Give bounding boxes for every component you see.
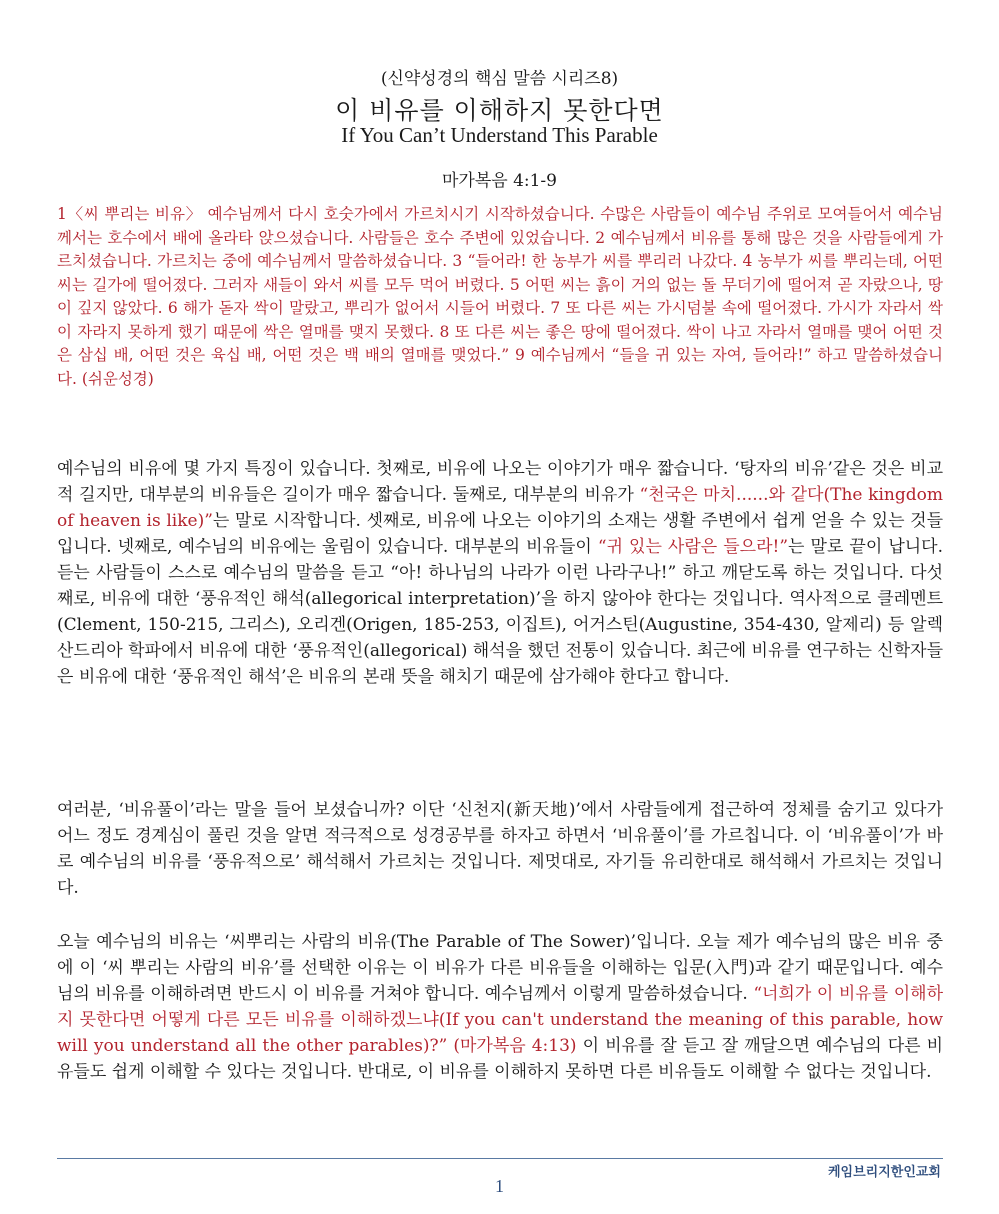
paragraph-interpretation: 여러분, ‘비유풀이’라는 말을 들어 보셨습니까? 이단 ‘신천지(新天地)’에서 사람들에게 접근하여 정체를 숨기고 있다가 어느 정도 경계심이 풀린 것을 알면 적극적으로 성경공부를 하자고 하면서 ‘비유풀이’를 가르칩니다. 이 ‘비유풀이’가 바로 예수님의 비유를 ‘풍유적으로’ 해석해서 가르치는 것입니다. 제멋대로, 자기들 유리한대로 해석해서 가르치는 것입니다. bbox=[57, 800, 943, 898]
scripture-passage: 1〈씨 뿌리는 비유〉 예수님께서 다시 호숫가에서 가르치시기 시작하셨습니다. 수많은 사람들이 예수님 주위로 모여들어서 예수님께서는 호수에서 배에 올라타 앉으셨습니다. 사람들은 호수 주변에 있었습니다. 2 예수님께서 비유를 통해 많은 것을 사람들에게 가르치셨습니다. 가르치는 중에 예수님께서 말씀하셨습니다. 3 “들어라! 한 농부가 씨를 뿌리러 나갔다. 4 농부가 씨를 뿌리는데, 어떤 씨는 길가에 떨어졌다. 그러자 새들이 와서 씨를 모두 먹어 버렸다. 5 어떤 씨는 흙이 거의 없는 돌 무더기에 떨어져 곧 자랐으나, 땅이 깊지 않았다. 6 해가 돋자 싹이 말랐고, 뿌리가 없어서 시들어 버렸다. 7 또 다른 씨는 가시덤불 속에 떨어졌다. 가시가 자라서 싹이 자라지 못하게 했기 때문에 싹은 열매를 맺지 못했다. 8 또 다른 씨는 좋은 땅에 떨어졌다. 싹이 나고 자라서 열매를 맺어 어떤 것은 삼십 배, 어떤 것은 육십 배, 어떤 것은 백 배의 열매를 맺었다.” 9 예수님께서 “들을 귀 있는 자여, 들어라!” 하고 말씀하셨습니다. (쉬운성경) bbox=[57, 205, 943, 388]
scripture-reference: 마가복음 4:1-9 bbox=[441, 171, 557, 191]
highlight-quote: “너희가 이 비유를 이해하지 못한다면 어떻게 다른 모든 비유를 이해하겠느냐(If you can't understand the meaning of this parable, how will you understand all the other parables)?” (마가복음 4:13) bbox=[57, 984, 943, 1056]
paragraph-sower bbox=[57, 929, 943, 1085]
church-name: 케임브리지한인교회 bbox=[827, 1165, 941, 1180]
title-english: If You Can’t Understand This Parable bbox=[341, 123, 658, 147]
highlight-quote: “귀 있는 사람은 들으라!” bbox=[597, 537, 789, 557]
paragraph-text: 는 말로 시작합니다. 셋째로, 비유에 나오는 이야기의 소재는 생활 주변에서 쉽게 얻을 수 있는 것들입니다. 넷째로, 예수님의 비유에는 울림이 있습니다. 대부분의 비유들이 bbox=[57, 511, 944, 557]
paragraph-text: 예수님의 비유에 몇 가지 특징이 있습니다. 첫째로, 비유에 나오는 이야기가 매우 짧습니다. ‘탕자의 비유’같은 것은 비교적 길지만, 대부분의 비유들은 길이가 매우 짧습니다. 둘째로, 대부분의 비유가 bbox=[57, 459, 943, 505]
footer-divider bbox=[57, 1158, 943, 1159]
paragraph-text: 오늘 예수님의 비유는 ‘씨뿌리는 사람의 비유(The Parable of The Sower)’입니다. 오늘 제가 예수님의 많은 비유 중에 이 ‘씨 뿌리는 사람의 비유’를 선택한 이유는 이 비유가 다른 비유들을 이해하는 입문(入門)과 같기 때문입니다. 예수님의 비유를 이해하려면 반드시 이 비유를 거쳐야 합니다. 예수님께서 이렇게 말씀하셨습니다. bbox=[57, 932, 943, 1004]
paragraph-characteristics bbox=[57, 456, 943, 690]
paragraph-text: 이 비유를 잘 듣고 잘 깨달으면 예수님의 다른 비유들도 쉽게 이해할 수 있다는 것입니다. 반대로, 이 비유를 이해하지 못하면 다른 비유들도 이해할 수 없다는 것입니다. bbox=[57, 1036, 944, 1082]
title-korean: 이 비유를 이해하지 못한다면 bbox=[335, 96, 664, 125]
highlight-quote: “천국은 마치......와 같다(The kingdom of heaven is like)” bbox=[57, 485, 943, 531]
page-number: 1 bbox=[495, 1176, 504, 1196]
series-label: (신약성경의 핵심 말씀 시리즈8) bbox=[380, 69, 619, 89]
paragraph-text: 는 말로 끝이 납니다. 듣는 사람들이 스스로 예수님의 말씀을 듣고 “아! 하나님의 나라가 이런 나라구나!” 하고 깨닫도록 하는 것입니다. 다섯째로, 비유에 대한 ‘풍유적인 해석(allegorical interpretation)’을 하지 않아야 한다는 것입니다. 역사적으로 클레멘트(Clement, 150-215, 그리스), 오리겐(Origen, 185-253, 이집트), 어거스틴(Augustine, 354-430, 알제리) 등 알렉산드리아 학파에서 비유에 대한 ‘풍유적인(allegorical) 해석을 했던 전통이 있습니다. 최근에 비유를 연구하는 신학자들은 비유에 대한 ‘풍유적인 해석’은 비유의 본래 뜻을 해치기 때문에 삼가해야 한다고 합니다. bbox=[57, 537, 943, 687]
